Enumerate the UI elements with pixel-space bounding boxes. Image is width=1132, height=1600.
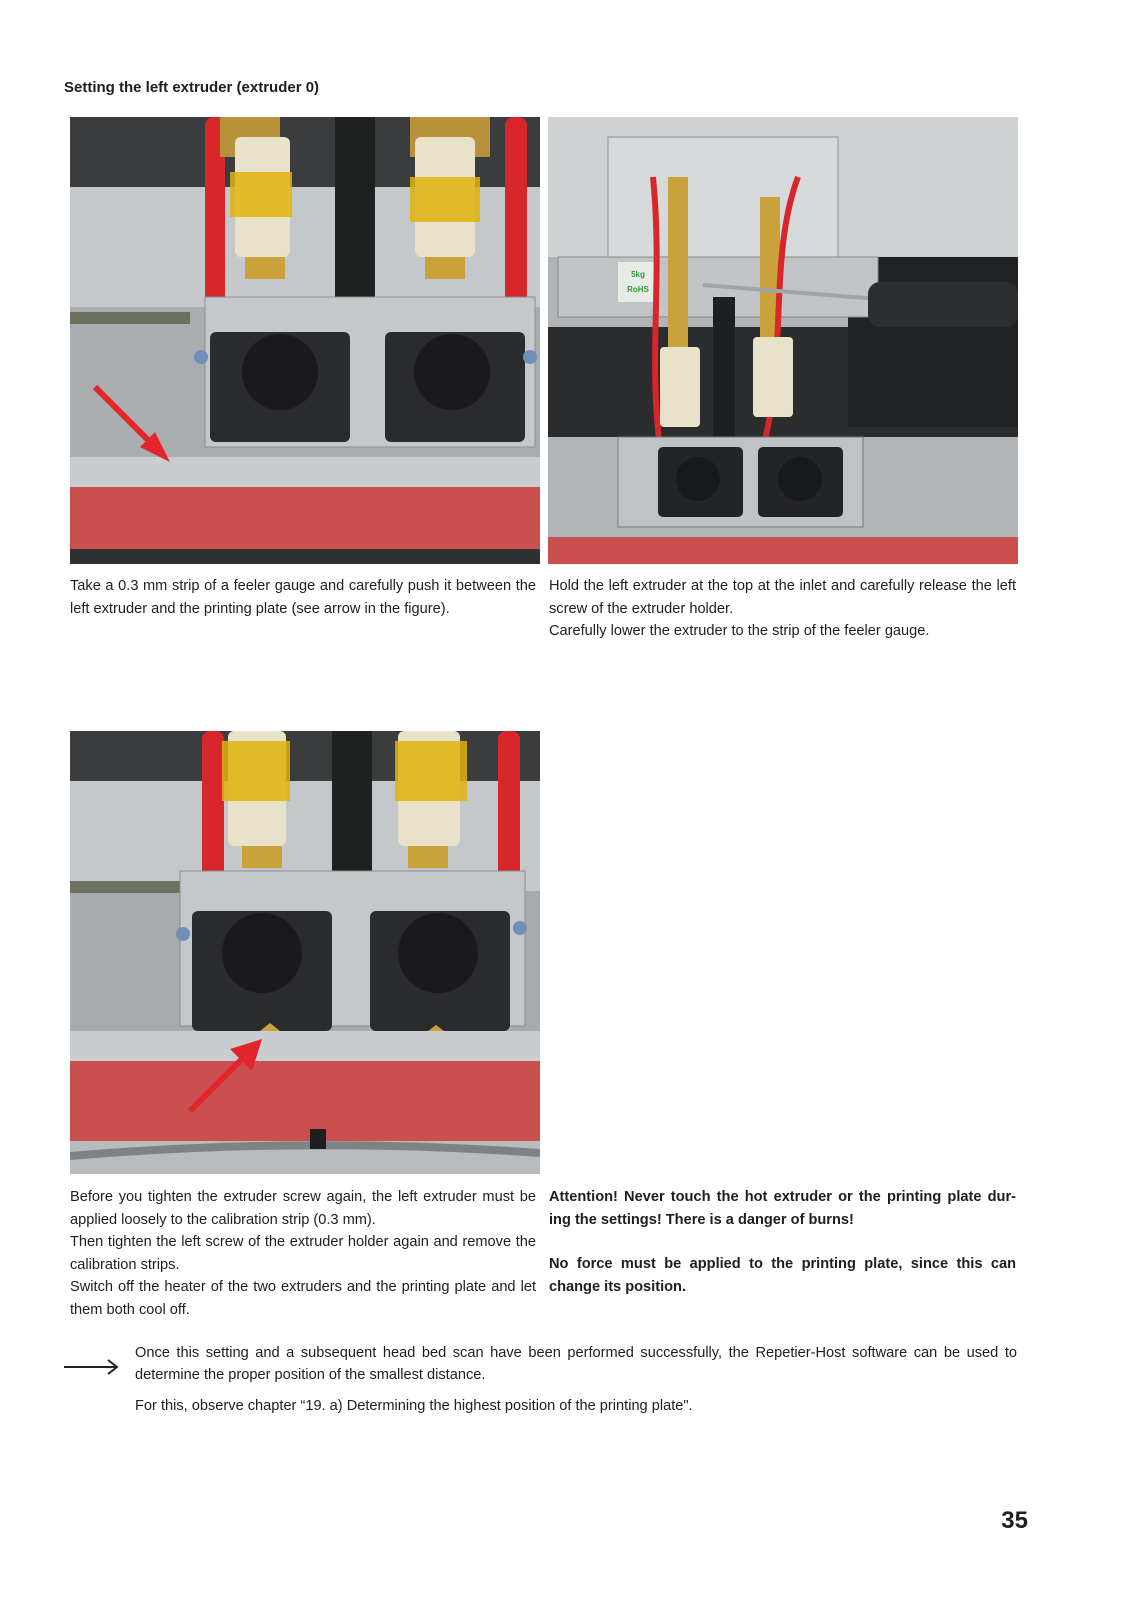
- note-block: [135, 1342, 1017, 1417]
- warning-box: [549, 1186, 1016, 1298]
- caption-top-right-text-1: Hold the left extruder at the top at the inlet and carefully release the left screw of the extruder holder.: [549, 578, 1016, 617]
- caption-top-left: [70, 575, 536, 620]
- caption-bottom-left-text-3: Switch off the heater of the two extruders and the printing plate and let them both cool off.: [70, 1279, 536, 1318]
- warning-burns: Attention! Never touch the hot extruder or the printing plate dur-ing the settings! There is a danger of burns!: [549, 1189, 1016, 1228]
- caption-top-right-text-2: Carefully lower the extruder to the strip of the feeler gauge.: [549, 623, 930, 639]
- caption-bottom-left-text-1: Before you tighten the extruder screw again, the left extruder must be applied loosely to the calibration strip (0.3 mm).: [70, 1189, 536, 1228]
- right-arrow-icon: [64, 1359, 120, 1375]
- feeler-gauge-photo: [70, 117, 540, 564]
- lowered-extruder-photo: [70, 731, 540, 1174]
- caption-bottom-left: [70, 1186, 536, 1321]
- note-text-2: For this, observe chapter “19. a) Determining the highest position of the printing plate".: [135, 1398, 693, 1414]
- caption-top-right: [549, 575, 1016, 643]
- rohs-label-2: RoHS: [627, 285, 649, 294]
- rohs-label-1: 5kg: [631, 270, 645, 279]
- note-text-1: Once this setting and a subsequent head bed scan have been performed successfully, the Repetier-Host software can be used to determine the proper position of the smallest distance.: [135, 1345, 1017, 1383]
- page-number: 35: [1001, 1507, 1028, 1534]
- warning-force: No force must be applied to the printing plate, since this can change its position.: [549, 1256, 1016, 1295]
- caption-top-left-text: Take a 0.3 mm strip of a feeler gauge and carefully push it between the left extruder and the printing plate (see arrow in the figure).: [70, 578, 536, 617]
- caption-bottom-left-text-2: Then tighten the left screw of the extruder holder again and remove the calibration strips.: [70, 1234, 536, 1273]
- screwdriver-photo: [548, 117, 1018, 564]
- section-heading: Setting the left extruder (extruder 0): [64, 79, 320, 96]
